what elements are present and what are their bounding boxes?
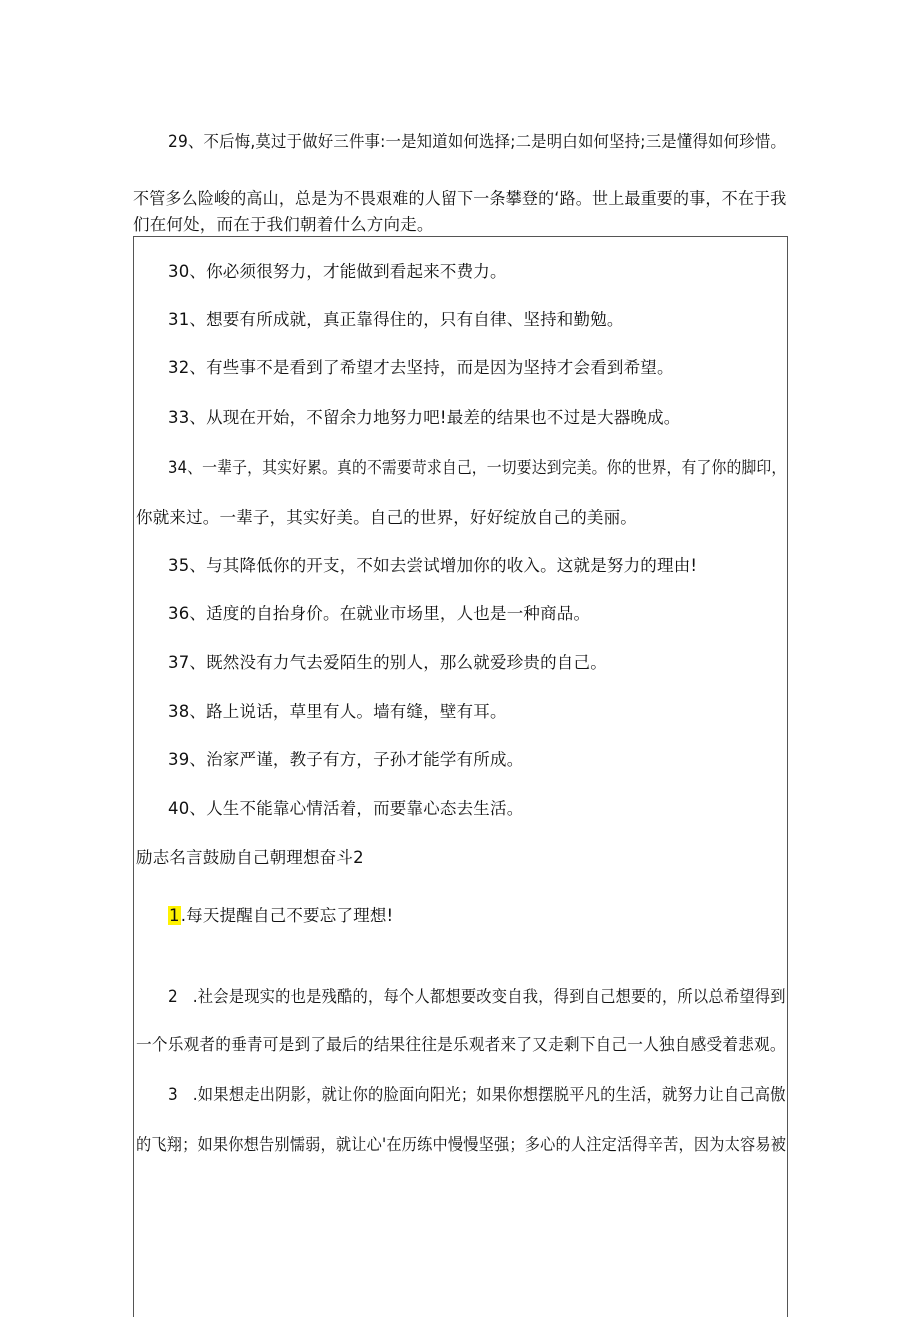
item-2-text: .社会是现实的也是残酷的，每个人都想要改变自我，得到自己想要的，所以总希望得到 (192, 987, 786, 1006)
quote-37: 37、既然没有力气去爱陌生的别人，那么就爱珍贵的自己。 (168, 653, 607, 672)
quote-32: 32、有些事不是看到了希望才去坚持，而是因为坚持才会看到希望。 (168, 358, 674, 377)
quote-40: 40、人生不能靠心情活着，而要靠心态去生活。 (168, 799, 524, 818)
section2-item-2-line-1 (168, 985, 786, 1009)
item-1-text: .每天提醒自己不要忘了理想! (180, 906, 394, 925)
item-2-number: 2 (168, 987, 178, 1006)
quote-39: 39、治家严谨，教子有方，子孙才能学有所成。 (168, 750, 524, 769)
paragraph-line-1: 不管多么险峻的高山，总是为不畏艰难的人留下一条攀登的‘路。世上最重要的事，不在于我 (133, 189, 787, 208)
section-heading: 励志名言鼓励自己朝理想奋斗2 (136, 848, 364, 867)
item-number-highlight: 1 (169, 906, 180, 925)
section2-item-2-line-2: 一个乐观者的垂青可是到了最后的结果往往是乐观者来了又走剩下自己一人独自感受着悲观。 (136, 1035, 786, 1054)
quote-34-line-2: 你就来过。一辈子，其实好美。自己的世界，好好绽放自己的美丽。 (136, 508, 637, 527)
item-3-text: .如果想走出阴影，就让你的脸面向阳光；如果你想摆脱平凡的生活，就努力让自己高傲 (192, 1085, 786, 1104)
quote-36: 36、适度的自抬身价。在就业市场里，人也是一种商品。 (168, 604, 591, 623)
paragraph-line-2: 们在何处，而在于我们朝着什么方向走。 (133, 215, 434, 234)
section2-item-3-line-1 (168, 1083, 786, 1107)
quote-29: 29、不后悔,莫过于做好三件事:一是知道如何选择;二是明白如何坚持;三是懂得如何珍惜。 (168, 132, 787, 151)
quote-31: 31、想要有所成就，真正靠得住的，只有自律、坚持和勤勉。 (168, 310, 624, 329)
item-3-number: 3 (168, 1085, 178, 1104)
quote-33: 33、从现在开始，不留余力地努力吧!最差的结果也不过是大器晚成。 (168, 408, 681, 427)
quote-34-line-1: 34、一辈子，其实好累。真的不需要苛求自己，一切要达到完美。你的世界，有了你的脚印， (168, 458, 787, 477)
quote-38: 38、路上说话，草里有人。墙有缝，壁有耳。 (168, 702, 507, 721)
quote-35: 35、与其降低你的开支，不如去尝试增加你的收入。这就是努力的理由! (168, 556, 698, 575)
section2-item-1 (168, 904, 393, 928)
section2-item-3-line-2: 的飞翔；如果你想告别懦弱，就让心'在历练中慢慢坚强；多心的人注定活得辛苦，因为太容易被 (136, 1135, 787, 1154)
quote-30: 30、你必须很努力，才能做到看起来不费力。 (168, 262, 507, 281)
